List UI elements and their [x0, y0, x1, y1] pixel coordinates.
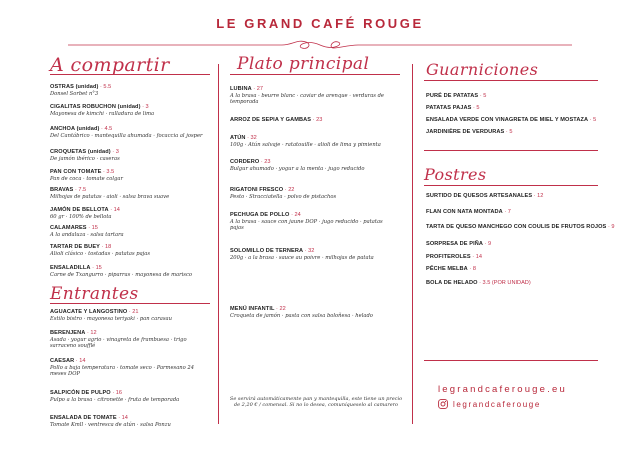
item-price-sep: ·: [471, 105, 477, 111]
item-price: 32: [250, 135, 257, 141]
section-underline: [50, 303, 210, 304]
item-price-sep: ·: [504, 129, 510, 135]
item-price: 23: [264, 159, 271, 165]
item-price-sep: ·: [99, 244, 105, 250]
item-price-sep: ·: [74, 358, 80, 364]
section-heading-postres: Postres: [424, 165, 487, 184]
item-desc: Alioli clásico · tostadas · patatas pajas: [50, 250, 151, 257]
item-price-sep: ·: [477, 280, 483, 286]
item-price: 15: [95, 265, 102, 271]
item-price: 12: [537, 193, 544, 199]
item-price-sep: ·: [502, 209, 508, 215]
item-name: SALPICÓN DE PULPO: [50, 390, 111, 396]
item-name: FLAN CON NATA MONTADA: [426, 209, 503, 215]
item-name: OSTRAS (unidad): [50, 84, 99, 90]
item-name: JARDINIÈRE DE VERDURAS: [426, 129, 505, 135]
item-price-sep: ·: [467, 266, 473, 272]
item-price: 7: [507, 209, 511, 215]
section-underline: [230, 74, 400, 75]
section-underline: [424, 80, 598, 81]
item-price-sep: ·: [311, 117, 317, 123]
item-price: 22: [288, 187, 295, 193]
item-desc: Croqueta de jamón · pasta con salsa boloñesa · helado: [230, 312, 373, 319]
section-heading-compartir: A compartir: [50, 54, 170, 76]
item-price-sep: ·: [85, 330, 91, 336]
item-name: TARTAR DE BUEY: [50, 244, 100, 250]
list-item: [426, 254, 636, 261]
list-item: [230, 159, 398, 172]
item-name: PROFITEROLES: [426, 254, 471, 260]
list-item: [426, 280, 636, 287]
item-name: MENÚ INFANTIL: [230, 306, 275, 312]
item-price-sep: ·: [110, 390, 116, 396]
item-price: 3: [145, 104, 149, 110]
item-price-sep: ·: [478, 93, 484, 99]
list-item: [230, 187, 398, 200]
ornament-divider: [68, 38, 572, 52]
item-price-sep: ·: [470, 254, 476, 260]
item-desc: A la andaluza · salsa tartara: [50, 231, 124, 238]
item-price: 21: [132, 309, 139, 315]
list-item: [230, 86, 398, 106]
item-desc: Pollo a baja temperatura · tomate seco · Parmesano 24 meses DOP: [50, 364, 194, 378]
list-item: [50, 149, 210, 162]
item-price: 3: [115, 149, 119, 155]
item-price-sep: ·: [101, 169, 107, 175]
item-desc: Bulgur ahumado · yogur a la menta · jugo reducido: [230, 165, 365, 172]
list-item: [230, 306, 398, 319]
item-price: 5.5: [103, 84, 112, 90]
instagram-row[interactable]: [438, 399, 541, 409]
item-desc: Tomate Kmll · ventresca de atún · salsa Ponzu: [50, 421, 171, 428]
item-name: BOLA DE HELADO: [426, 280, 478, 286]
column-divider: [218, 64, 219, 424]
item-price-sep: ·: [588, 117, 594, 123]
page-title: LE GRAND CAFÉ ROUGE: [216, 16, 424, 31]
item-price-sep: ·: [98, 84, 104, 90]
item-price: 24: [294, 212, 301, 218]
item-price: 18: [104, 244, 112, 250]
item-name: ENSALADILLA: [50, 265, 91, 271]
item-price-sep: ·: [86, 225, 92, 231]
list-item: [50, 187, 210, 200]
item-name: CAESAR: [50, 358, 75, 364]
list-item: [50, 169, 210, 182]
item-name: ARROZ DE SEPIA Y GAMBAS: [230, 117, 312, 123]
item-name: SOLOMILLO DE TERNERA: [230, 248, 304, 254]
list-item: [426, 93, 626, 100]
instagram-handle: legrandcaferouge: [453, 399, 541, 409]
item-desc: A la brasa · beurre blanc · caviar de arenque · verduras de temporada: [230, 92, 384, 106]
item-desc: Milhojas de patatas · aioli · salsa brava suave: [50, 193, 170, 200]
item-name: RIGATONI FRESCO: [230, 187, 284, 193]
instagram-icon: [438, 399, 448, 409]
item-name: CROQUETAS (unidad): [50, 149, 111, 155]
item-price-sep: ·: [303, 248, 309, 254]
item-price-sep: ·: [110, 149, 116, 155]
item-price: 5: [483, 93, 487, 99]
item-price: 15: [91, 225, 98, 231]
item-price-sep: ·: [73, 187, 79, 193]
website-link[interactable]: legrandcaferouge.eu: [438, 384, 567, 395]
item-name: PECHUGA DE POLLO: [230, 212, 290, 218]
item-price: 16: [115, 390, 122, 396]
list-item: [230, 212, 398, 232]
item-name: CORDERO: [230, 159, 260, 165]
item-price: 12: [90, 330, 97, 336]
item-price: 14: [121, 415, 128, 421]
item-desc: Asada · yogur agrio · vinagreta de frambuesa · trigo sarraceno soufflé: [50, 336, 187, 350]
item-price: 23: [316, 117, 323, 123]
list-item: [50, 265, 214, 278]
item-desc: Pulpo a la brasa · citronette · fruta de temporada: [50, 396, 180, 403]
item-desc: Del Cantábrico · mantequilla ahumada · focaccia al josper: [50, 132, 203, 139]
item-name: PAN CON TOMATE: [50, 169, 102, 175]
item-price: 22: [279, 306, 286, 312]
item-price: 5: [593, 117, 597, 123]
item-name: BERENJENA: [50, 330, 86, 336]
item-desc: De jamón ibérico · caseras: [50, 155, 120, 162]
item-name: PATATAS PAJAS: [426, 105, 472, 111]
item-price-sep: ·: [99, 126, 105, 132]
list-item: [230, 248, 398, 261]
item-price: 14: [113, 207, 120, 213]
item-price-sep: ·: [116, 415, 122, 421]
item-price: 3.5 (POR UNIDAD): [482, 280, 531, 286]
item-price-sep: ·: [483, 241, 489, 247]
item-desc: A la brasa · sauce con jaune DOP · jugo reducido · patatas pajas: [230, 218, 383, 232]
section-underline: [50, 74, 210, 75]
list-item: [426, 224, 638, 231]
item-desc: Pesto · Stracciatella · polvo de pistachos: [230, 193, 337, 200]
list-item: [50, 225, 210, 238]
item-name: ENSALADA VERDE CON VINAGRETA DE MIEL Y MOSTAZA: [426, 117, 589, 123]
list-item: [426, 266, 636, 273]
section-heading-entrantes: Entrantes: [50, 284, 139, 304]
item-price-sep: ·: [140, 104, 146, 110]
list-item: [426, 129, 626, 136]
list-item: [50, 244, 210, 257]
item-price-sep: ·: [532, 193, 538, 199]
item-name: PURÉ DE PATATAS: [426, 93, 479, 99]
item-price: 8: [472, 266, 476, 272]
item-name: TARTA DE QUESO MANCHEGO CON COULIS DE FRUTOS ROJOS: [426, 224, 607, 230]
item-price: 14: [79, 358, 86, 364]
item-desc: Donsel Sorbet n°3: [50, 90, 99, 97]
section-heading-principal: Plato principal: [237, 54, 370, 74]
item-desc: 200g · a la brasa · sauce au poivre · milhojas de patata: [230, 254, 374, 261]
list-item: [50, 358, 200, 378]
list-item: [230, 117, 398, 124]
list-item: [50, 415, 210, 428]
list-item: [50, 330, 198, 350]
item-name: LUBINA: [230, 86, 252, 92]
item-price-sep: ·: [108, 207, 114, 213]
list-item: [426, 209, 636, 216]
item-price: 7.5: [78, 187, 87, 193]
item-price: 27: [256, 86, 263, 92]
item-name: CIGALITAS ROBUCHON (unidad): [50, 104, 141, 110]
section-underline: [424, 360, 598, 361]
section-heading-guarniciones: Guarniciones: [426, 60, 539, 79]
item-name: SORPRESA DE PIÑA: [426, 241, 484, 247]
item-price-sep: ·: [259, 159, 265, 165]
item-name: SURTIDO DE QUESOS ARTESANALES: [426, 193, 533, 199]
item-price: 9: [611, 224, 615, 230]
list-item: [50, 390, 210, 403]
item-name: ENSALADA DE TOMATE: [50, 415, 117, 421]
item-name: PÊCHE MELBA: [426, 266, 468, 272]
item-price-sep: ·: [245, 135, 251, 141]
list-item: [426, 105, 626, 112]
section-underline: [424, 150, 598, 151]
column-divider: [412, 64, 413, 424]
list-item: [50, 207, 210, 220]
item-desc: Mayonesa de kimchi · ralladura de lima: [50, 110, 155, 117]
item-name: CALAMARES: [50, 225, 87, 231]
list-item: [50, 84, 210, 97]
item-name: ATÚN: [230, 135, 246, 141]
item-price-sep: ·: [606, 224, 612, 230]
item-price: 5: [476, 105, 480, 111]
item-name: ANCHOA (unidad): [50, 126, 100, 132]
item-name: AGUACATE Y LANGOSTINO: [50, 309, 128, 315]
item-name: JAMÓN DE BELLOTA: [50, 207, 109, 213]
list-item: [426, 241, 636, 248]
item-desc: Pan de coca · tomate colgar: [50, 175, 123, 182]
item-price-sep: ·: [127, 309, 133, 315]
item-price-sep: ·: [289, 212, 295, 218]
section-underline: [424, 185, 598, 186]
item-price-sep: ·: [251, 86, 257, 92]
item-desc: 60 gr · 100% de bellota: [50, 213, 112, 220]
item-desc: Carne de Txangurro · piparras · mayonesa de marisco: [50, 271, 192, 278]
item-price: 9: [488, 241, 492, 247]
list-item: [426, 117, 636, 124]
item-price: 14: [475, 254, 482, 260]
list-item: [230, 135, 398, 148]
list-item: [50, 104, 210, 117]
item-name: BRAVAS: [50, 187, 74, 193]
item-price: 4.5: [104, 126, 113, 132]
list-item: [426, 193, 636, 200]
item-price: 3.5: [106, 169, 115, 175]
list-item: [50, 126, 214, 139]
item-price: 5: [509, 129, 513, 135]
item-price: 32: [308, 248, 315, 254]
list-item: [50, 309, 210, 322]
item-price-sep: ·: [90, 265, 96, 271]
bread-note: Se servirá automáticamente pan y mantequilla, este tiene un precio de 2,20 € / comensal. Si no lo desea, comuníqueselo al camarero: [229, 396, 403, 409]
item-price-sep: ·: [283, 187, 289, 193]
item-price-sep: ·: [274, 306, 280, 312]
item-desc: 100g · Atún salvaje · ratatouille · alioli de lima y pimienta: [230, 141, 381, 148]
item-desc: Estilo bistro · mayonesa teriyaki · pan carasau: [50, 315, 172, 322]
